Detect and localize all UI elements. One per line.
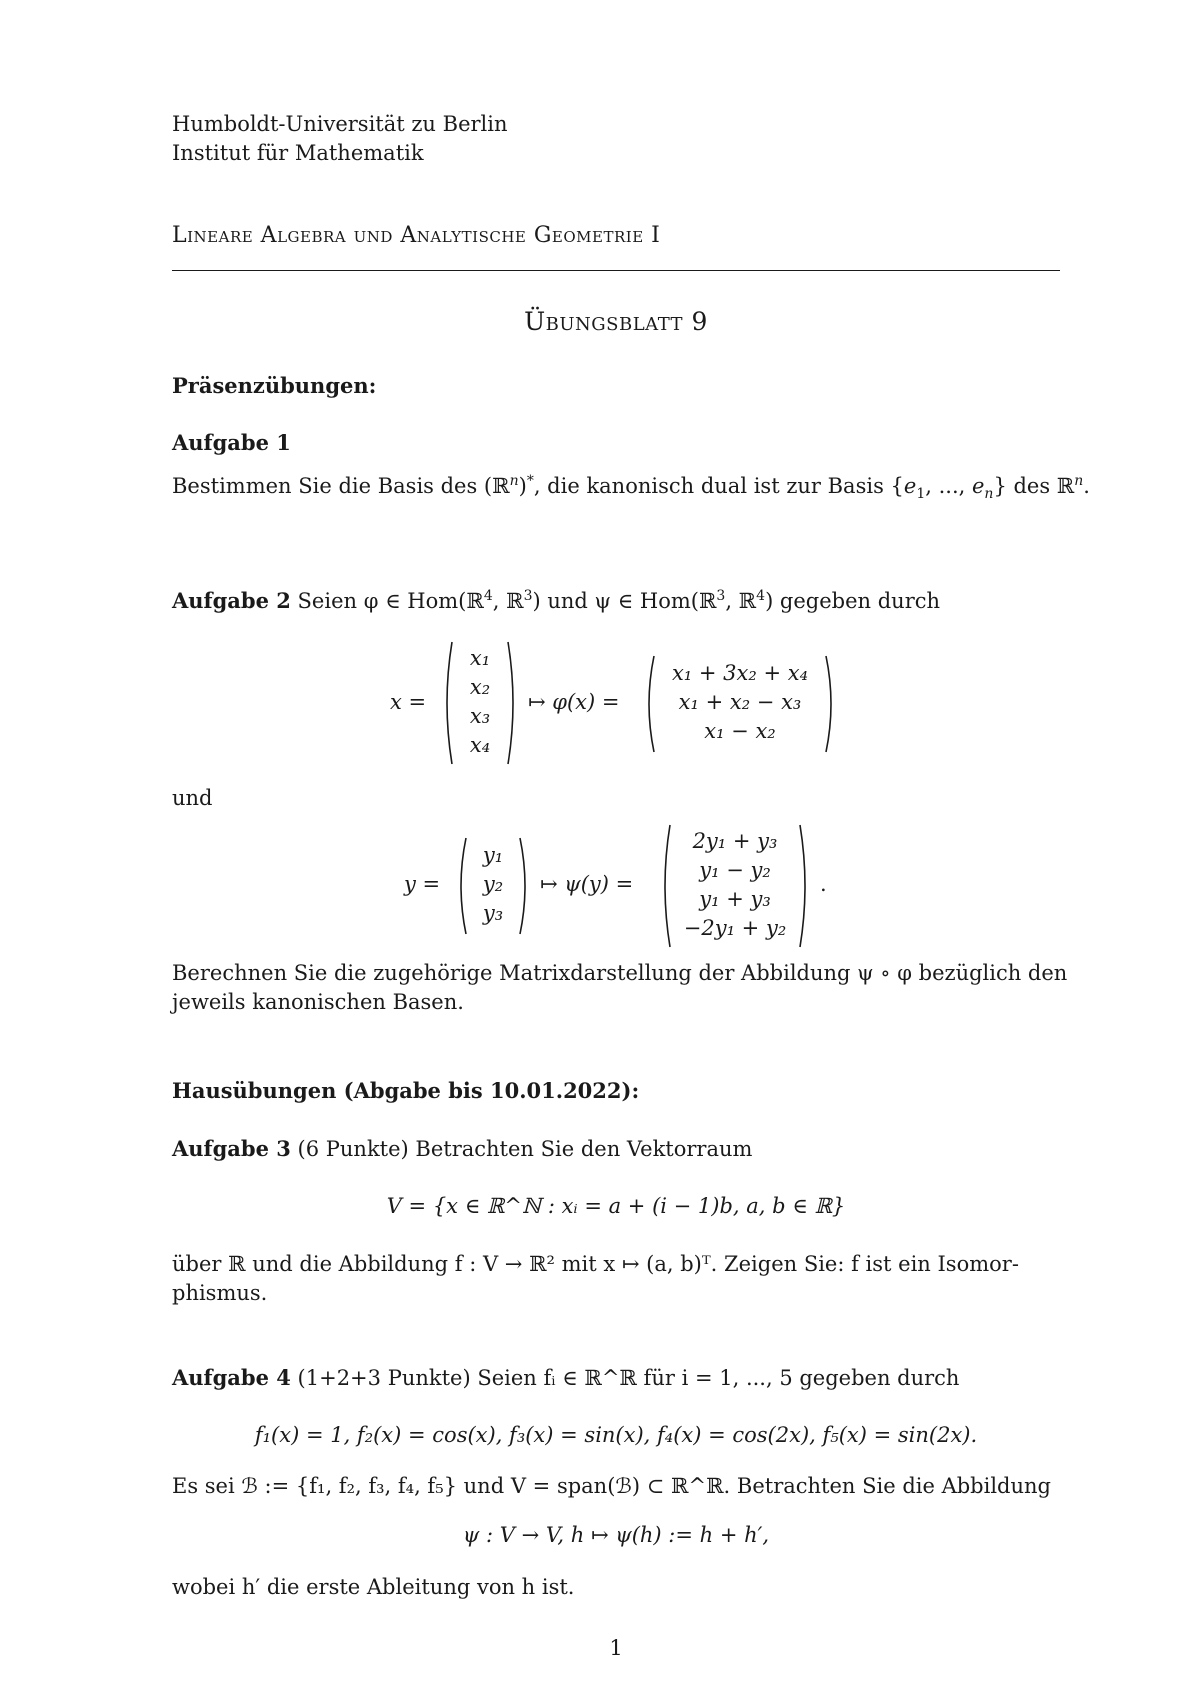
phi-input-vector xyxy=(440,640,520,766)
section-presence-heading: Präsenzübungen: xyxy=(172,373,377,398)
task2-intro: Aufgabe 2 Seien φ ∈ Hom(ℝ$^4$, ℝ$^3$) und ψ ∈ Hom(ℝ$^3$, ℝ$^4$) gegeben durch xyxy=(172,588,941,613)
psi-output-entry: −2y₁ + y₂ xyxy=(683,916,787,940)
phi-input-entry: x₃ xyxy=(469,704,491,728)
and-word: und xyxy=(172,786,213,810)
task1-title: Aufgabe 1 xyxy=(172,430,291,455)
psi-input-entry: y₁ xyxy=(482,843,504,867)
task4-map: ψ : V → V, h ↦ ψ(h) := h + h′, xyxy=(462,1523,770,1547)
phi-output-entry: x₁ + x₂ − x₃ xyxy=(678,690,802,714)
task3-line2: phismus. xyxy=(172,1281,268,1305)
psi-input-entry: y₂ xyxy=(482,872,504,896)
psi-output-entry: y₁ − y₂ xyxy=(699,858,771,882)
phi-output-entry: x₁ − x₂ xyxy=(704,719,776,743)
right-paren-icon xyxy=(518,836,532,936)
task1-text: Bestimmen Sie die Basis des (ℝ$^n$)*, die kanonisch dual ist zur Basis {$e_1$, ..., $e_n$} des ℝ$^n$. xyxy=(172,473,1090,503)
right-paren-icon xyxy=(798,823,812,949)
psi-output-vector xyxy=(658,823,812,949)
institute-name: Institut für Mathematik xyxy=(172,141,424,165)
task4-intro: Aufgabe 4 (1+2+3 Punkte) Seien fᵢ ∈ ℝ^ℝ für i = 1, ..., 5 gegeben durch xyxy=(172,1365,960,1390)
phi-output-entry: x₁ + 3x₂ + x₄ xyxy=(671,661,809,685)
task4-basis-line: Es sei ℬ := {f₁, f₂, f₃, f₄, f₅} und V = span(ℬ) ⊂ ℝ^ℝ. Betrachten Sie die Abbildung xyxy=(172,1474,1051,1498)
phi-output-vector xyxy=(642,654,838,754)
psi-output-entry: y₁ + y₃ xyxy=(699,887,771,911)
header-rule xyxy=(172,270,1060,271)
task2-question-line2: jeweils kanonischen Basen. xyxy=(172,990,464,1014)
task3-formula: V = {x ∈ ℝ^ℕ : xᵢ = a + (i − 1)b, a, b ∈ ℝ} xyxy=(386,1194,846,1218)
phi-input-entry: x₂ xyxy=(469,675,491,699)
psi-lhs: y = xyxy=(404,872,441,896)
left-paren-icon xyxy=(642,654,656,754)
right-paren-icon xyxy=(506,640,520,766)
phi-input-entry: x₄ xyxy=(469,733,491,757)
left-paren-icon xyxy=(658,823,672,949)
section-home-heading: Hausübungen (Abgabe bis 10.01.2022): xyxy=(172,1078,640,1103)
left-paren-icon xyxy=(440,640,454,766)
task3-intro: Aufgabe 3 (6 Punkte) Betrachten Sie den Vektorraum xyxy=(172,1136,753,1161)
sheet-title: Übungsblatt 9 xyxy=(524,307,708,336)
psi-input-vector xyxy=(454,836,532,936)
psi-map: ↦ ψ(y) = xyxy=(540,872,634,896)
phi-map: ↦ φ(x) = xyxy=(528,690,620,714)
task4-functions: f₁(x) = 1, f₂(x) = cos(x), f₃(x) = sin(x), f₄(x) = cos(2x), f₅(x) = sin(2x). xyxy=(254,1423,978,1447)
task2-question-line1: Berechnen Sie die zugehörige Matrixdarstellung der Abbildung ψ ∘ φ bezüglich den xyxy=(172,961,1068,985)
psi-output-entry: 2y₁ + y₃ xyxy=(692,829,778,853)
psi-end: . xyxy=(820,872,827,896)
phi-lhs: x = xyxy=(390,690,427,714)
psi-input-entry: y₃ xyxy=(482,901,504,925)
left-paren-icon xyxy=(454,836,468,936)
page-number: 1 xyxy=(609,1636,623,1660)
right-paren-icon xyxy=(824,654,838,754)
university-name: Humboldt-Universität zu Berlin xyxy=(172,112,508,136)
phi-input-entry: x₁ xyxy=(469,646,491,670)
task4-derivative: wobei h′ die erste Ableitung von h ist. xyxy=(172,1575,575,1599)
course-title: Lineare Algebra und Analytische Geometrie I xyxy=(172,223,661,248)
task3-line1: über ℝ und die Abbildung f : V → ℝ² mit x ↦ (a, b)ᵀ. Zeigen Sie: f ist ein Isomor- xyxy=(172,1252,1019,1276)
